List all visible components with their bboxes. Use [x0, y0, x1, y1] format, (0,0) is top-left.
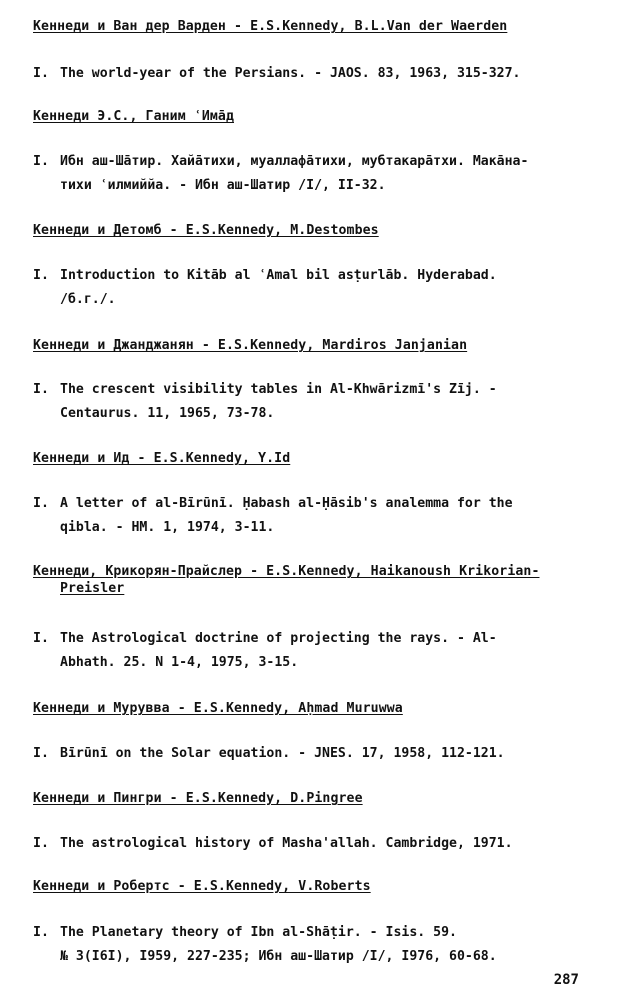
section-heading: [33, 108, 599, 125]
entry-text: The Planetary theory of Ibn al-Shāṭir. - Isis. 59.: [60, 925, 457, 940]
page-number: 287: [553, 972, 579, 988]
bibliography-entry: [33, 264, 601, 312]
section-heading: [33, 18, 599, 35]
section-heading: [33, 790, 599, 807]
entry-text-continuation: Abhath. 25. N 1-4, 1975, 3-15.: [60, 655, 299, 670]
entry-text: A letter of al-Bīrūnī. Ḥabash al-Ḥāsib's analemma for the: [60, 496, 513, 511]
section-heading: [33, 450, 599, 467]
entry-number: I.: [33, 382, 49, 397]
entry-number: I.: [33, 496, 49, 511]
bibliography-entry: [33, 62, 601, 86]
entry-number: I.: [33, 154, 49, 169]
heading-text-continuation: Preisler: [60, 581, 125, 596]
bibliography-entry: [33, 832, 601, 856]
entry-text-continuation: /б.г./.: [60, 292, 116, 307]
heading-text: Кеннеди и Пингри - E.S.Kennedy, D.Pingree: [33, 791, 363, 806]
section-heading: [33, 700, 599, 717]
bibliography-entry: [33, 378, 601, 426]
bibliography-entry: [33, 627, 601, 675]
heading-text: Кеннеди и Робертс - E.S.Kennedy, V.Roberts: [33, 879, 371, 894]
entry-text-continuation: qibla. - HM. 1, 1974, 3-11.: [60, 520, 275, 535]
entry-number: I.: [33, 268, 49, 283]
section-heading: [33, 563, 599, 597]
heading-text: Кеннеди и Джанджанян - E.S.Kennedy, Mardiros Janjanian: [33, 338, 468, 353]
entry-number: I.: [33, 631, 49, 646]
bibliography-entry: [33, 921, 601, 969]
entry-number: I.: [33, 925, 49, 940]
heading-text: Кеннеди и Мурувва - E.S.Kennedy, Aḥmad Muruwwa: [33, 701, 403, 716]
heading-text: Кеннеди и Ван дер Варден - E.S.Kennedy, B.L.Van der Waerden: [33, 19, 508, 34]
entry-number: I.: [33, 66, 49, 81]
entry-text: The Astrological doctrine of projecting the rays. - Al-: [60, 631, 497, 646]
heading-text: Кеннеди, Крикорян-Прайслер - E.S.Kennedy, Haikanoush Krikorian-: [33, 564, 540, 579]
section-heading: [33, 878, 599, 895]
entry-text: The crescent visibility tables in Al-Khwārizmī's Zīj. -: [60, 382, 497, 397]
entry-text: The world-year of the Persians. - JAOS. 83, 1963, 315-327.: [60, 66, 521, 81]
heading-text: Кеннеди и Ид - E.S.Kennedy, Y.Id: [33, 451, 291, 466]
entry-text: Introduction to Kitāb al ʿAmal bil asṭurlāb. Hyderabad.: [60, 268, 497, 283]
entry-text: Ибн аш-Шāтир. Хайāтихи, муаллафāтихи, мубтакарāтхи. Макāна-: [60, 154, 529, 169]
heading-text: Кеннеди и Детомб - E.S.Kennedy, M.Destombes: [33, 223, 379, 238]
bibliography-entry: [33, 492, 601, 540]
entry-text-continuation: тихи ʿилмиййа. - Ибн аш-Шатир /I/, II-32.: [60, 178, 386, 193]
entry-text: The astrological history of Masha'allah. Cambridge, 1971.: [60, 836, 513, 851]
heading-text: Кеннеди Э.С., Ганим ʿИмāд: [33, 109, 234, 124]
section-heading: [33, 337, 599, 354]
entry-number: I.: [33, 836, 49, 851]
section-heading: [33, 222, 599, 239]
bibliography-entry: [33, 150, 601, 198]
bibliography-entry: [33, 742, 601, 766]
entry-number: I.: [33, 746, 49, 761]
entry-text: Bīrūnī on the Solar equation. - JNES. 17, 1958, 112-121.: [60, 746, 505, 761]
entry-text-continuation: № 3(I6I), I959, 227-235; Ибн аш-Шатир /I/, I976, 60-68.: [60, 949, 497, 964]
entry-text-continuation: Centaurus. 11, 1965, 73-78.: [60, 406, 275, 421]
